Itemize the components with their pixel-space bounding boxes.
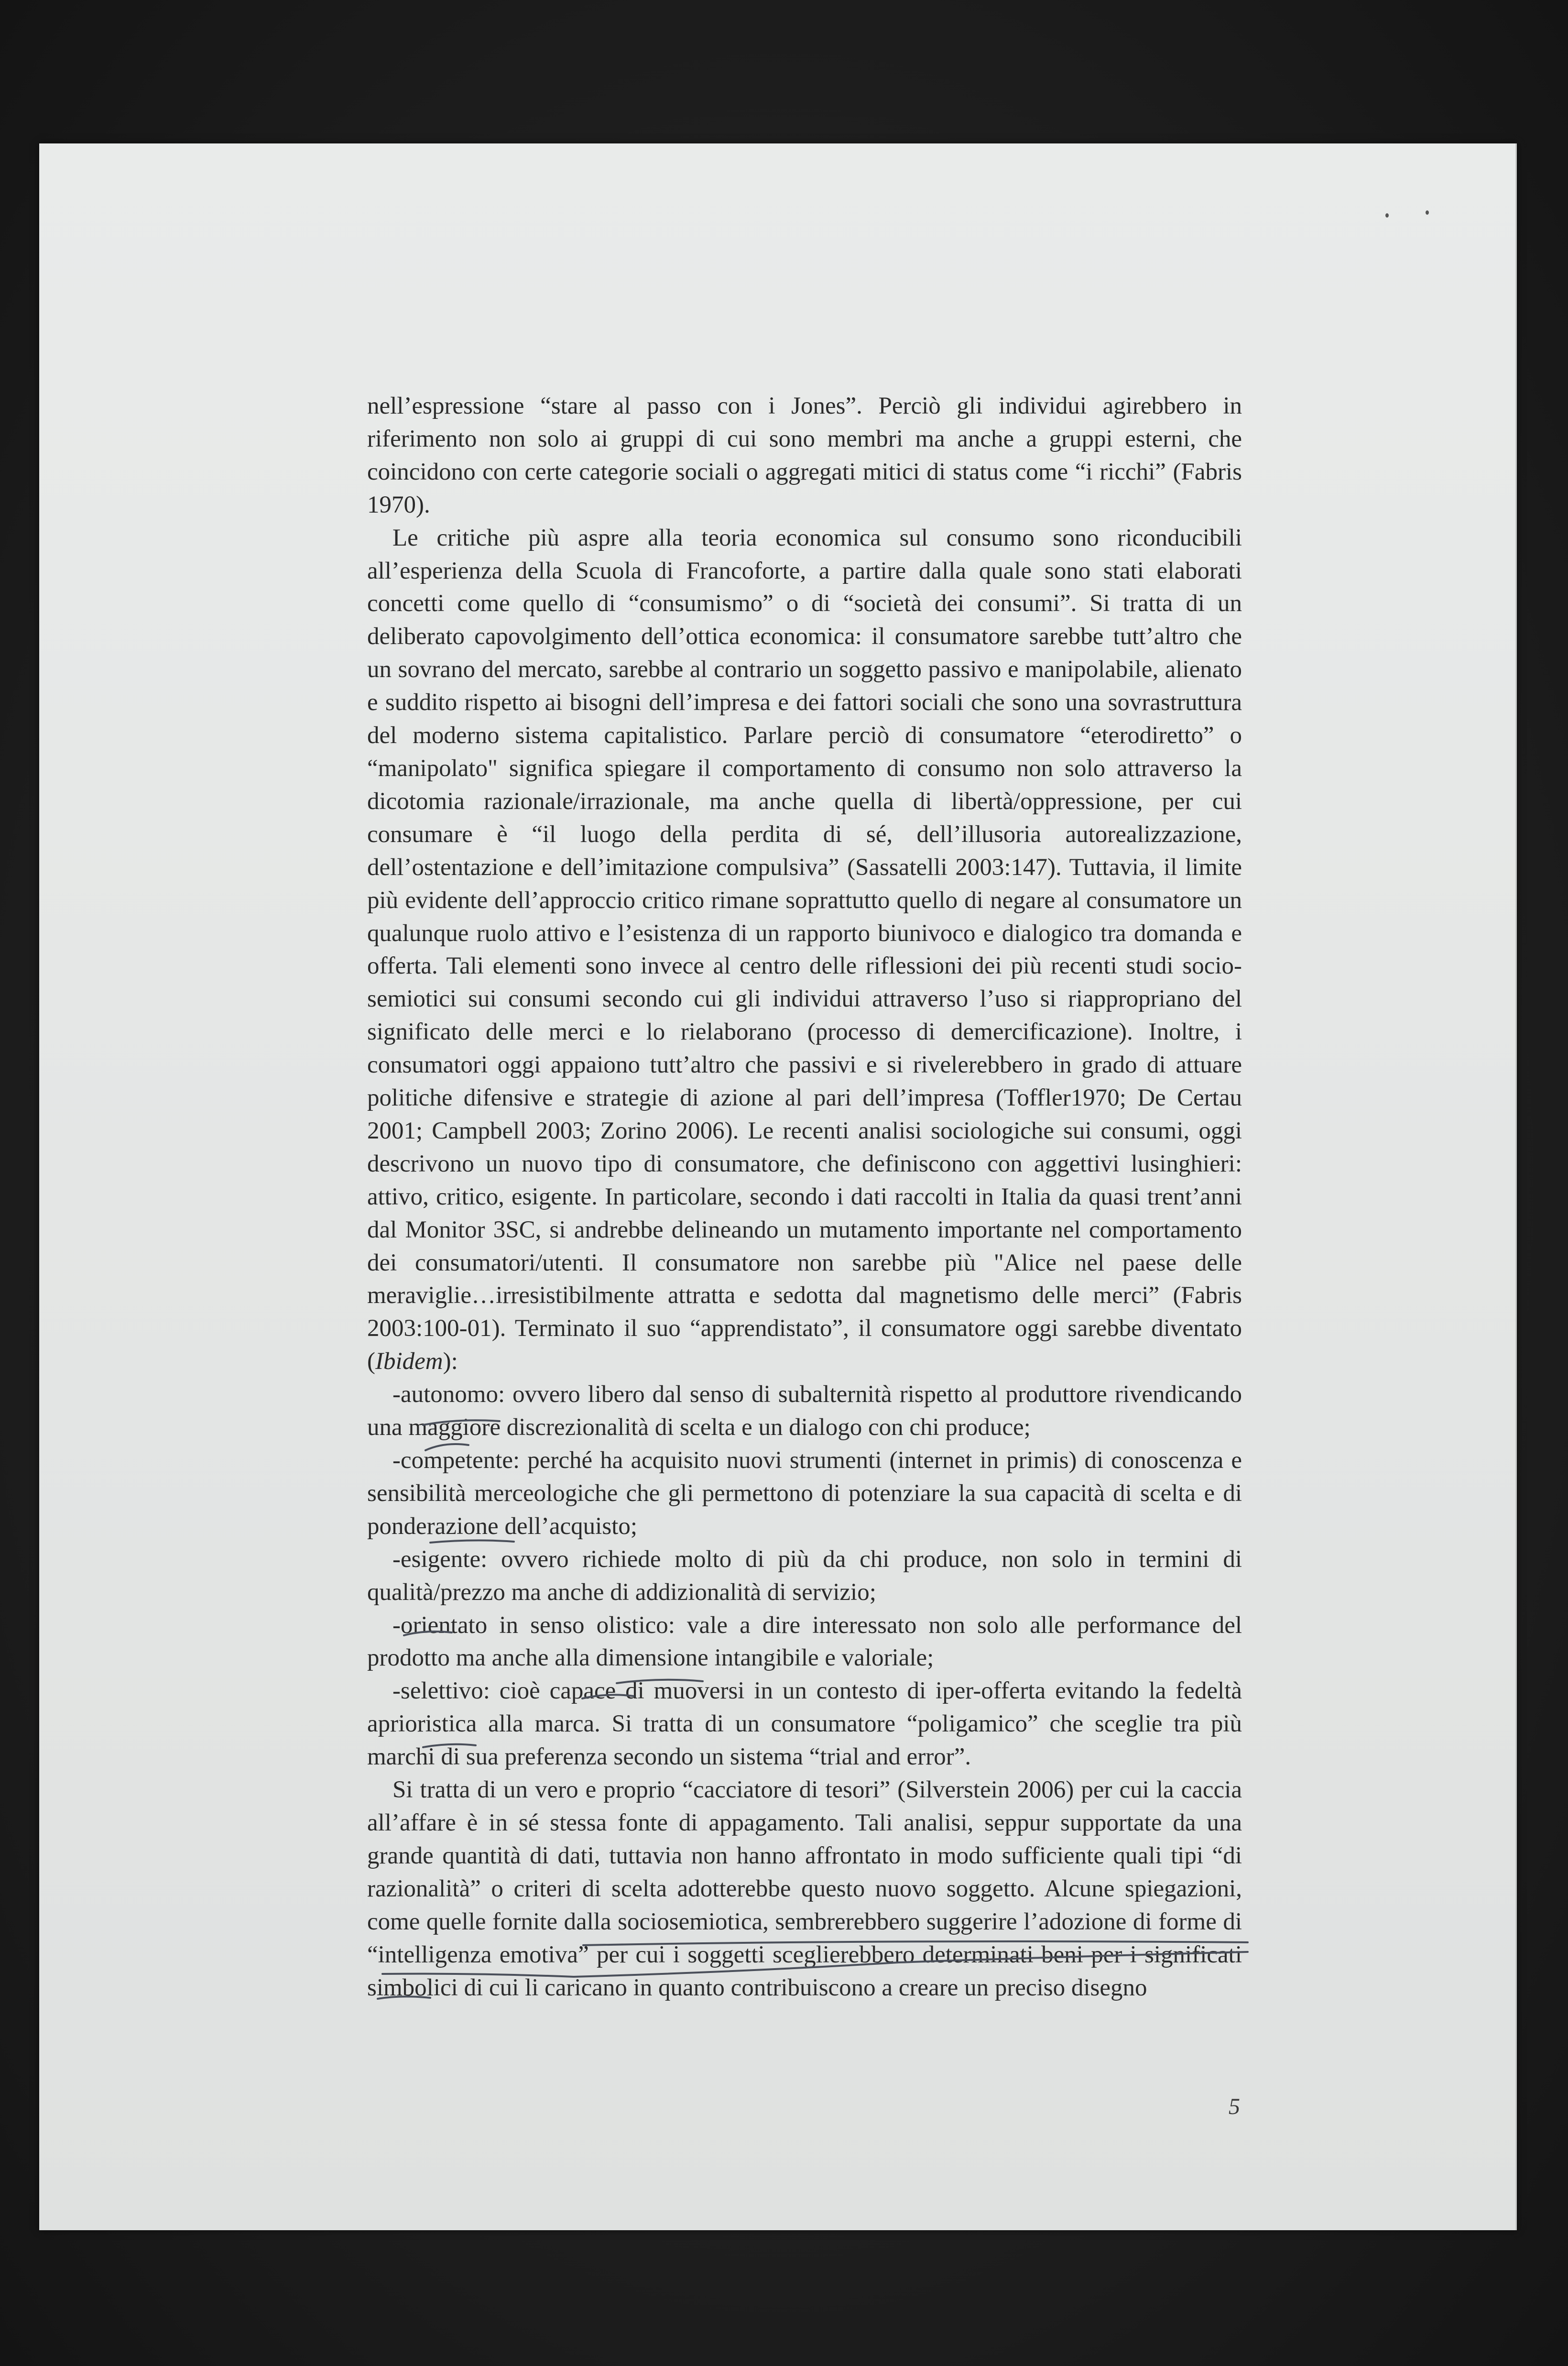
paragraph-continuation: nell’espressione “stare al passo con i Jones”. Perciò gli individui agirebbero in riferimento non solo ai gruppi di cui sono membri ma anche a gruppi esterni, che coincidono con certe categorie sociali o aggregati mitici di status come “i ricchi” (Fabris 1970). <box>367 393 1242 518</box>
ibidem-citation: Ibidem <box>375 1348 443 1375</box>
list-item-competente: -competente: perché ha acquisito nuovi strumenti (internet in primis) di conoscenza e sensibilità merceologiche che gli permettono di potenziare la sua capacità di scelta e di ponderazione dell’acquisto; <box>367 1447 1242 1540</box>
paragraph-critiques <box>367 522 1242 1379</box>
list-item-orientato: -orientato in senso olistico: vale a dire interessato non solo alle performance del prodotto ma anche alla dimensione intangibile e valoriale; <box>367 1611 1242 1672</box>
list-item-autonomo: -autonomo: ovvero libero dal senso di subalternità rispetto al produttore rivendicando una maggiore discrezionalità di scelta e un dialogo con chi produce; <box>367 1381 1242 1441</box>
list-item-esigente: -esigente: ovvero richiede molto di più da chi produce, non solo in termini di qualità/prezzo ma anche di addizionalità di servizio; <box>367 1545 1242 1606</box>
paragraph-cacciatore: Si tratta di un vero e proprio “cacciatore di tesori” (Silverstein 2006) per cui la caccia all’affare è in sé stessa fonte di appagamento. Tali analisi, seppur supportate da una grande quantità di dati, tuttavia non hanno affrontato in modo sufficiente quali tipi “di razionalità” o criteri di scelta adotterebbe questo nuovo soggetto. Alcune spiegazioni, come quelle fornite dalla sociosemiotica, sembrerebbero suggerire l’adozione di forme di “intelligenza emotiva” per cui i soggetti sceglierebbero determinati beni per i significati simbolici di cui li caricano in quanto contribuiscono a creare un preciso disegno <box>367 1776 1242 2001</box>
body-text <box>367 390 1242 2004</box>
paper-speck <box>1426 210 1429 215</box>
list-item-selettivo: -selettivo: cioè capace di muoversi in un contesto di iper-offerta evitando la fedeltà aprioristica alla marca. Si tratta di un consumatore “poligamico” che sceglie tra più marchi di sua preferenza secondo un sistema “trial and error”. <box>367 1677 1242 1771</box>
ibidem-tail: ): <box>443 1348 458 1375</box>
paper-speck <box>1385 213 1389 218</box>
paragraph-critiques-text: Le critiche più aspre alla teoria economica sul consumo sono riconducibili all’esperienza della Scuola di Francoforte, a partire dalla quale sono stati elaborati concetti come quello di “consumismo” o di “società dei consumi”. Si tratta di un deliberato capovolgimento dell’ottica economica: il consumatore sarebbe tutt’altro che un sovrano del mercato, sarebbe al contrario un soggetto passivo e manipolabile, alienato e suddito rispetto ai bisogni dell’impresa e dei fattori sociali che sono una sovrastruttura del moderno sistema capitalistico. Parlare perciò di consumatore “eterodiretto” o “manipolato" significa spiegare il comportamento di consumo non solo attraverso la dicotomia razionale/irrazionale, ma anche quella di libertà/oppressione, per cui consumare è “il luogo della perdita di sé, dell’illusoria autorealizzazione, dell’ostentazione e dell’imitazione compulsiva” (Sassatelli 2003:147). Tuttavia, il limite più evidente dell’approccio critico rimane soprattutto quello di negare al consumatore un qualunque ruolo attivo e l’esistenza di un rapporto biunivoco e dialogico tra domanda e offerta. Tali elementi sono invece al centro delle riflessioni dei più recenti studi socio-semiotici sui consumi secondo cui gli individui attraverso l’uso si riappropriano del significato delle merci e lo rielaborano (processo di demercificazione). Inoltre, i consumatori oggi appaiono tutt’altro che passivi e si rivelerebbero in grado di attuare politiche difensive e strategie di azione al pari dell’impresa (Toffler1970; De Certau 2001; Campbell 2003; Zorino 2006). Le recenti analisi sociologiche sui consumi, oggi descrivono un nuovo tipo di consumatore, che definiscono con aggettivi lusinghieri: attivo, critico, esigente. In particolare, secondo i dati raccolti in Italia da quasi trent’anni dal Monitor 3SC, si andrebbe delineando un mutamento importante nel comportamento dei consumatori/utenti. Il consumatore non sarebbe più "Alice nel paese delle meraviglie…irresistibilmente attratta e sedotta dal magnetismo delle merci” (Fabris 2003:100-01). Terminato il suo “apprendistato”, il consumatore oggi sarebbe diventato ( <box>367 524 1242 1375</box>
page-number: 5 <box>1229 2094 1240 2119</box>
